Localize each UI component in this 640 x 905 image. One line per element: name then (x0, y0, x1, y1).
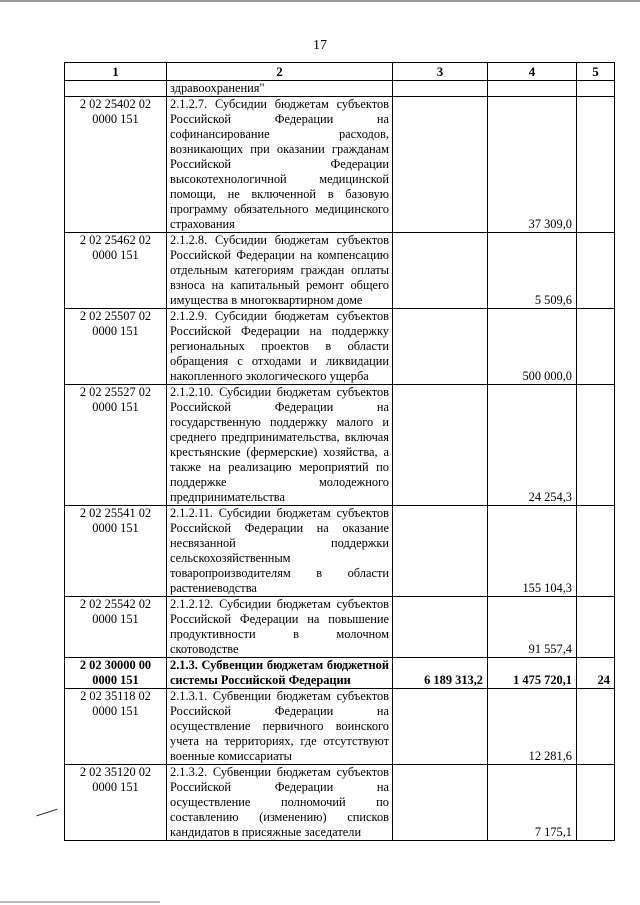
row-description: 2.1.2.7. Субсидии бюджетам субъектов Российской Федерации на софинансирование расходов, возникающих при оказании гражданам Российской Федерации высокотехнологичной медицинской помощи, не включенной в базовую программу обязательного медицинского страхования (167, 97, 393, 233)
header-col-5: 5 (577, 63, 615, 81)
row-description: 2.1.2.9. Субсидии бюджетам субъектов Российской Федерации на поддержку региональных проектов в области обращения с отходами и ликвидации накопленного экологического ущерба (167, 309, 393, 385)
header-col-3: 3 (393, 63, 488, 81)
row-description: 2.1.3.2. Субвенции бюджетам субъектов Российской Федерации на осуществление полномочий по составлению (изменению) списков кандидатов в присяжные заседатели (167, 765, 393, 841)
row-description: 2.1.2.10. Субсидии бюджетам субъектов Российской Федерации на государственную поддержку малого и среднего предпринимательства, включая крестьянские (фермерские) хозяйства, а также на реализацию мероприятий по поддержке молодежного предпринимательства (167, 385, 393, 506)
row-col3-value (393, 309, 488, 385)
table-row (65, 309, 615, 385)
row-col5-value (577, 385, 615, 506)
row-col5-value (577, 689, 615, 765)
row-col5-value (577, 597, 615, 658)
row-col4-value: 500 000,0 (488, 309, 577, 385)
row-col4-value: 1 475 720,1 (488, 658, 577, 689)
row-code: 2 02 25541 02 0000 151 (65, 506, 167, 597)
row-col3-value (393, 597, 488, 658)
header-col-1: 1 (65, 63, 167, 81)
row-description: 2.1.2.12. Субсидии бюджетам субъектов Российской Федерации на повышение продуктивности в молочном скотоводстве (167, 597, 393, 658)
row-col4-value: 12 281,6 (488, 689, 577, 765)
row-col4-value: 5 509,6 (488, 233, 577, 309)
row-code: 2 02 25542 02 0000 151 (65, 597, 167, 658)
row-col3-value (393, 689, 488, 765)
scan-edge-top (0, 0, 640, 2)
pen-mark (36, 809, 57, 817)
row-col3-value (393, 765, 488, 841)
header-col-4: 4 (488, 63, 577, 81)
row-col3-value (393, 385, 488, 506)
row-col5-value (577, 506, 615, 597)
row-code: 2 02 25402 02 0000 151 (65, 97, 167, 233)
table-row (65, 658, 615, 689)
table-row (65, 689, 615, 765)
row-code: 2 02 35118 02 0000 151 (65, 689, 167, 765)
row-col4-value: 91 557,4 (488, 597, 577, 658)
row-col5-value (577, 233, 615, 309)
row-col5-value (577, 309, 615, 385)
table-row (65, 506, 615, 597)
row-col3-value (393, 506, 488, 597)
row-col5-value (577, 97, 615, 233)
budget-table (64, 62, 615, 841)
row-code: 2 02 30000 00 0000 151 (65, 658, 167, 689)
row-col4-value: 7 175,1 (488, 765, 577, 841)
continuation-row (65, 81, 615, 97)
row-description: 2.1.3. Субвенции бюджетам бюджетной системы Российской Федерации (167, 658, 393, 689)
row-code: 2 02 35120 02 0000 151 (65, 765, 167, 841)
row-code: 2 02 25462 02 0000 151 (65, 233, 167, 309)
row-description: 2.1.2.8. Субсидии бюджетам субъектов Российской Федерации на компенсацию отдельным категориям граждан оплаты взноса на капитальный ремонт общего имущества в многоквартирном доме (167, 233, 393, 309)
scan-edge-bottom (0, 901, 160, 903)
row-col5-value: 24 (577, 658, 615, 689)
table-row (65, 233, 615, 309)
row-col4-value: 155 104,3 (488, 506, 577, 597)
row-code: 2 02 25527 02 0000 151 (65, 385, 167, 506)
row-description: 2.1.3.1. Субвенции бюджетам субъектов Российской Федерации на осуществление первичного воинского учета на территориях, где отсутствуют военные комиссариаты (167, 689, 393, 765)
table-row (65, 765, 615, 841)
row-col5-value (577, 765, 615, 841)
row-col4-value: 37 309,0 (488, 97, 577, 233)
continuation-text: здравоохранения" (167, 81, 393, 97)
page-number: 17 (313, 38, 327, 53)
row-description: 2.1.2.11. Субсидии бюджетам субъектов Российской Федерации на оказание несвязанной поддержки сельскохозяйственным товаропроизводителям в области растениеводства (167, 506, 393, 597)
table-row (65, 597, 615, 658)
table-row (65, 97, 615, 233)
row-col3-value: 6 189 313,2 (393, 658, 488, 689)
row-col3-value (393, 233, 488, 309)
table-row (65, 385, 615, 506)
row-col3-value (393, 97, 488, 233)
header-row (65, 63, 615, 81)
header-col-2: 2 (167, 63, 393, 81)
row-col4-value: 24 254,3 (488, 385, 577, 506)
row-code: 2 02 25507 02 0000 151 (65, 309, 167, 385)
